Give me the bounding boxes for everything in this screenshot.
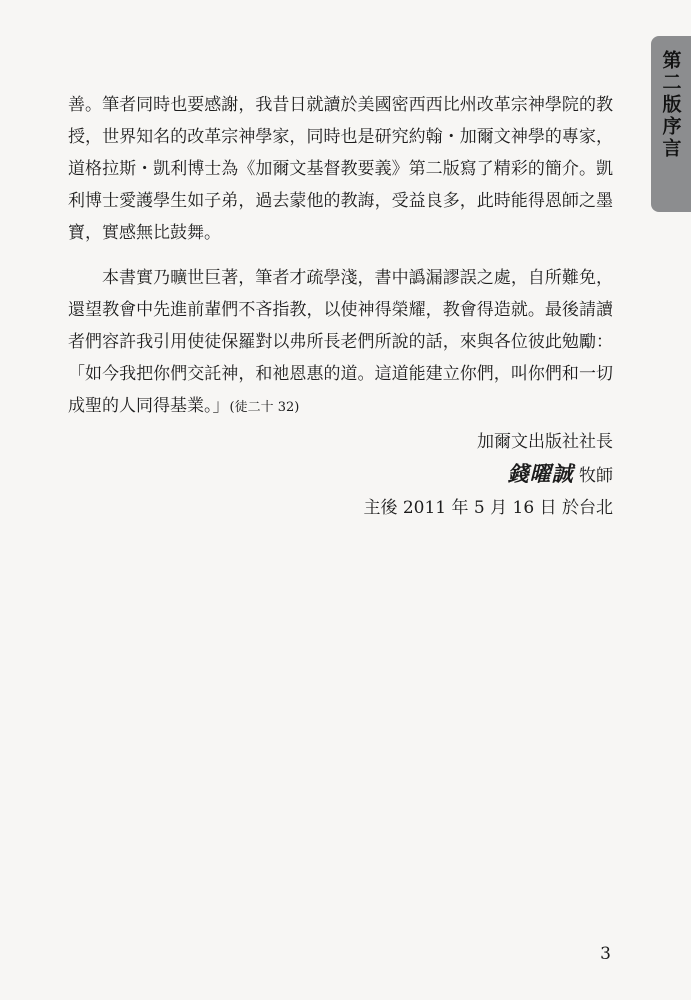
paragraph-2-text: 本書實乃曠世巨著，筆者才疏學淺，書中譌漏謬誤之處，自所難免，還望教會中先進前輩們不吝指教，以使神得榮耀，教會得造就。最後請讀者們容許我引用使徒保羅對以弗所長老們所說的話，來與各位彼此勉勵：「如今我把你們交託神，和祂恩惠的道。這道能建立你們，叫你們和一切成聖的人同得基業。」 <box>68 268 613 416</box>
signature-title: 牧師 <box>579 466 613 486</box>
section-tab-label: 第二版序言 <box>659 50 682 160</box>
signature-block <box>363 426 613 524</box>
page-number: 3 <box>600 944 611 964</box>
paragraph-2 <box>68 262 613 424</box>
signature-organization: 加爾文出版社社長 <box>477 432 613 452</box>
signature-name-line <box>363 458 613 492</box>
scripture-reference: (徒二十 32) <box>229 400 300 415</box>
section-tab <box>651 36 691 212</box>
signature-name: 錢曜誠 <box>507 462 574 486</box>
paragraph-1: 善。筆者同時也要感謝，我昔日就讀於美國密西西比州改革宗神學院的教授，世界知名的改革宗神學家，同時也是研究約翰・加爾文神學的專家，道格拉斯・凱利博士為《加爾文基督教要義》第二版寫了精彩的簡介。凱利博士愛護學生如子弟，過去蒙他的教誨，受益良多，此時能得恩師之墨寶，實感無比鼓舞。 <box>68 95 613 243</box>
signature-date: 主後 2011 年 5 月 16 日 於台北 <box>363 498 613 518</box>
